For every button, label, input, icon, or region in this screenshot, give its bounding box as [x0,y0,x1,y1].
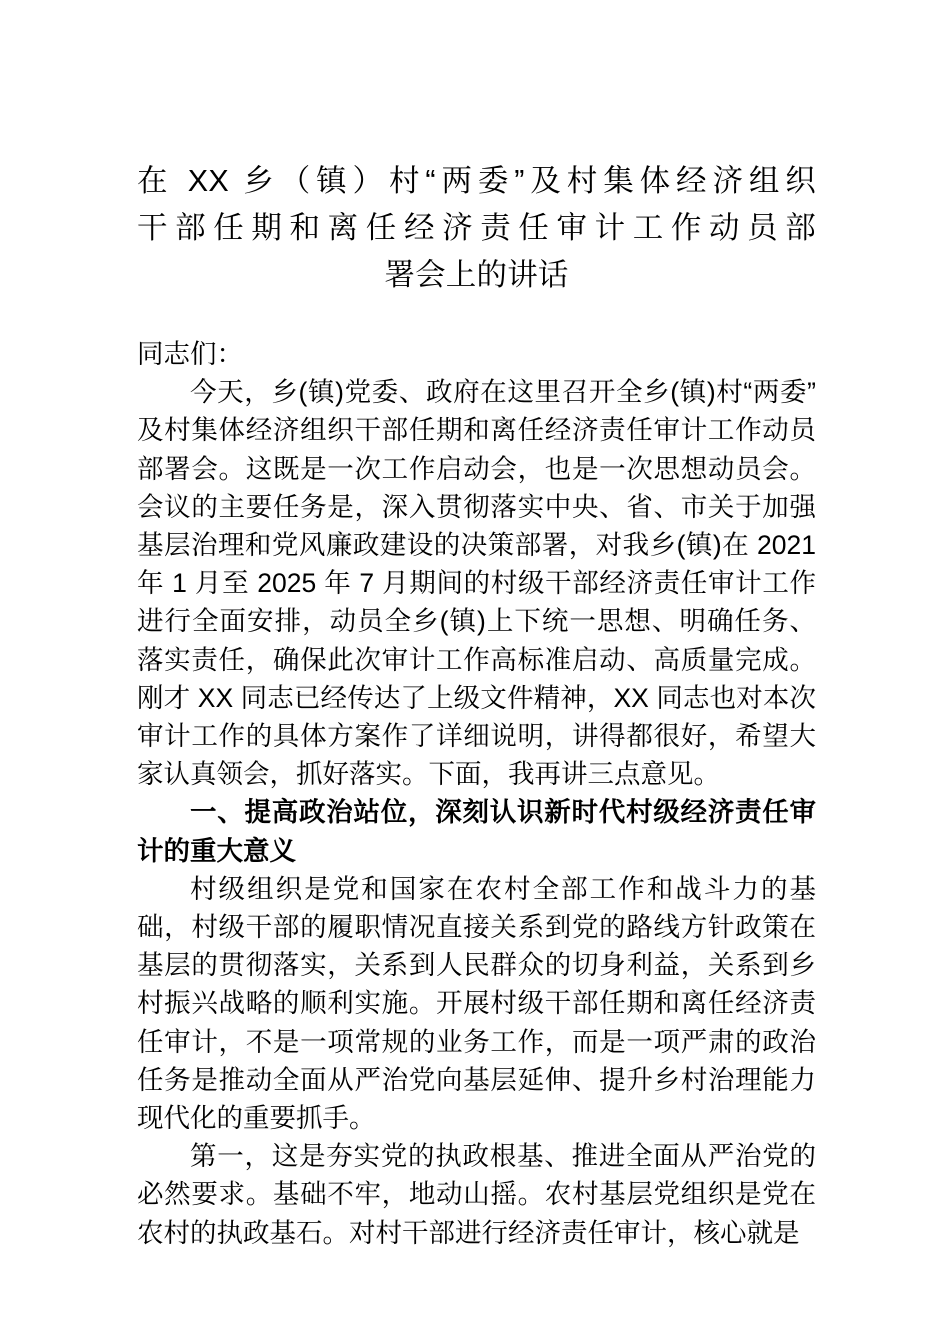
page-title [137,0,816,299]
paragraph-point-one: 第一，这是夯实党的执政根基、推进全面从严治党的必然要求。基础不牢，地动山摇。农村基层党组织是党在农村的执政基石。对村干部进行经济责任审计，核心就是 [137,1141,816,1248]
title-line-1: 在 XX 乡（镇）村“两委”及村集体经济组织 [137,164,816,198]
document-body [137,335,816,1252]
paragraph-intro: 今天，乡(镇)党委、政府在这里召开全乡(镇)村“两委”及村集体经济组织干部任期和离任经济责任审计工作动员部署会。这既是一次工作启动会，也是一次思想动员会。会议的主要任务是，深入贯彻落实中央、省、市关于加强基层治理和党风廉政建设的决策部署，对我乡(镇)在 2021 年 1 月至 2025 年 7 月期间的村级干部经济责任审计工作进行全面安排，动员全乡(镇)上下统一思想、明确任务、落实责任，确保此次审计工作高标准启动、高质量完成。刚才 XX 同志已经传达了上级文件精神，XX 同志也对本次审计工作的具体方案作了详细说明，讲得都很好，希望大家认真领会，抓好落实。下面，我再讲三点意见。 [137,377,816,790]
section-heading-one: 一、提高政治站位，深刻认识新时代村级经济责任审计的重大意义 [137,797,816,866]
title-line-3: 署会上的讲话 [384,258,569,292]
salutation: 同志们： [137,339,243,369]
paragraph-village-organization: 村级组织是党和国家在农村全部工作和战斗力的基础，村级干部的履职情况直接关系到党的路线方针政策在基层的贯彻落实，关系到人民群众的切身利益，关系到乡村振兴战略的顺利实施。开展村级干部任期和离任经济责任审计，不是一项常规的业务工作，而是一项严肃的政治任务是推动全面从严治党向基层延伸、提升乡村治理能力现代化的重要抓手。 [137,873,816,1134]
page-content [137,0,816,1252]
title-line-2: 干部任期和离任经济责任审计工作动员部 [137,211,816,245]
